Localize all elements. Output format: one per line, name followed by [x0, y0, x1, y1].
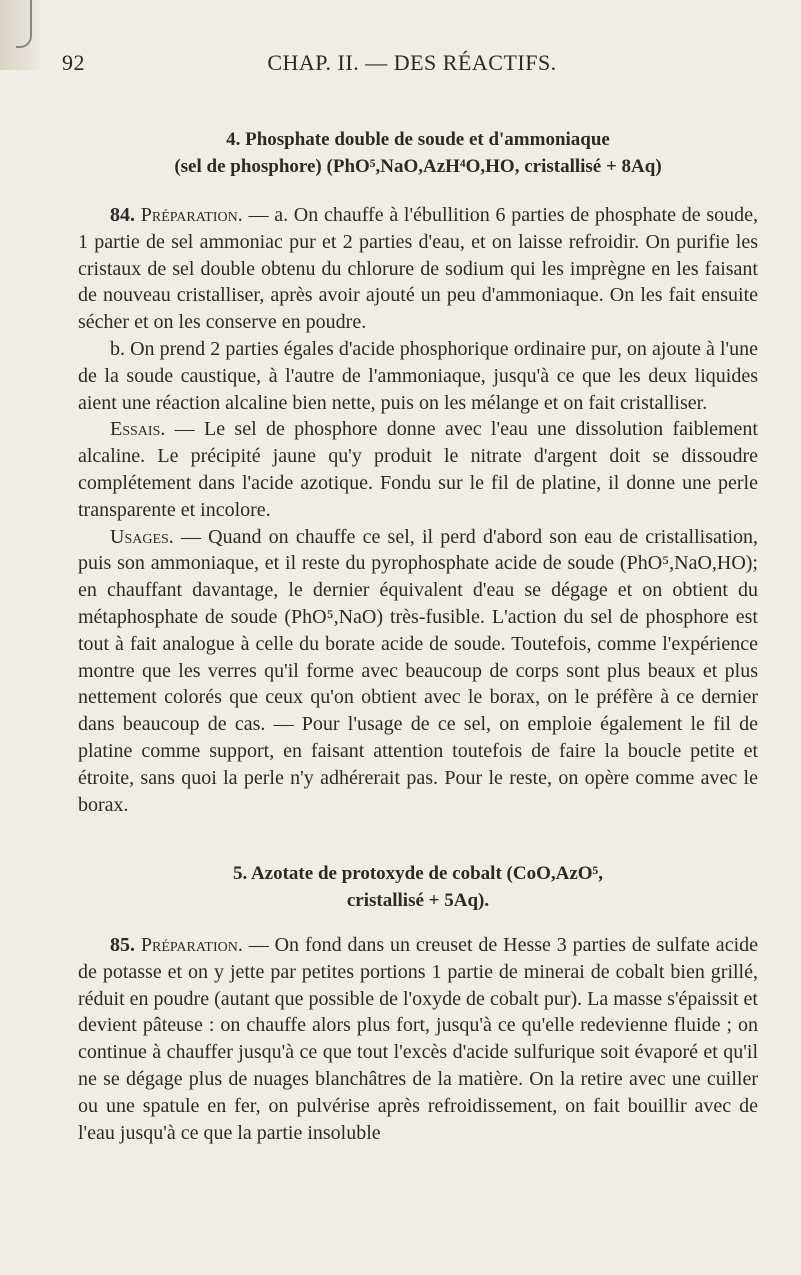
- paragraph-label: Préparation.: [140, 934, 243, 956]
- paragraph-number: 84.: [110, 204, 135, 226]
- section-4-heading-line1: 4. Phosphate double de soude et d'ammoniaque: [226, 129, 610, 150]
- paragraph-85: [78, 932, 758, 1146]
- running-title: CHAP. II. — DES RÉACTIFS.: [267, 50, 557, 75]
- section-4-heading-line2: (sel de phosphore) (PhO⁵,NaO,AzH⁴O,HO, cristallisé + 8Aq): [174, 156, 662, 177]
- paragraph-essais: [78, 416, 758, 523]
- section-4-body: [78, 202, 758, 818]
- page-curl-mark: [16, 0, 32, 48]
- paragraph-text: — Le sel de phosphore donne avec l'eau une dissolution faiblement alcaline. Le précipité jaune qu'y produit le nitrate d'argent doit se dissoudre complétement dans l'acide azotique. Fondu sur le fil de platine, il donne une perle transparente et incolore.: [78, 418, 758, 521]
- section-5-body: [78, 932, 758, 1146]
- page-header: [62, 50, 762, 84]
- section-5-heading-line2: cristallisé + 5Aq).: [346, 890, 490, 911]
- paragraph-84: [78, 202, 758, 336]
- section-4-heading: [78, 126, 758, 180]
- section-5-heading: [78, 860, 758, 914]
- page-number: 92: [62, 50, 85, 75]
- page-edge-shadow: [0, 0, 42, 70]
- paragraph-number: 85.: [110, 934, 135, 956]
- paragraph-label: Essais.: [110, 418, 166, 441]
- paragraph-label: Préparation.: [140, 204, 243, 226]
- paragraph-usages: [78, 524, 758, 819]
- paragraph-84b: b. On prend 2 parties égales d'acide phosphorique ordinaire pur, on ajoute à l'une de la soude caustique, à l'autre de l'ammoniaque, jusqu'à ce que les deux liquides aient une réaction alcaline bien nette, puis on les mélange et on fait cristalliser.: [78, 337, 758, 414]
- section-5-heading-line1: 5. Azotate de protoxyde de cobalt (CoO,AzO⁵,: [233, 863, 603, 884]
- paragraph-label: Usages.: [110, 525, 174, 548]
- paragraph-text: — Quand on chauffe ce sel, il perd d'abord son eau de cristallisation, puis son ammoniaque, et il reste du pyrophosphate acide de soude (PhO⁵,NaO,HO); en chauffant davantage, le dernier équivalent d'eau se dégage et on obtient du métaphosphate de soude (PhO⁵,NaO) très-fusible. L'action du sel de phosphore est tout à fait analogue à celle du borate acide de soude. Toutefois, comme l'expérience montre que les verres qu'il forme avec beaucoup de corps sont plus beaux et plus nettement colorés que ceux qu'on obtient avec le borax, on le préfère à ce dernier dans beaucoup de cas. — Pour l'usage de ce sel, on emploie également le fil de platine comme support, en faisant attention toutefois de faire la boucle petite et étroite, sans quoi la perle n'y adhérerait pas. Pour le reste, on opère comme avec le borax.: [78, 525, 758, 816]
- paragraph-text: — a. On chauffe à l'ébullition 6 parties de phosphate de soude, 1 partie de sel ammoniac pur et 2 parties d'eau, et on laisse refroidir. On purifie les cristaux de sel double obtenu du chlorure de sodium qui les imprègne en les faisant de nouveau cristalliser, après avoir ajouté un peu d'ammoniaque. On les fait ensuite sécher et on les conserve en poudre.: [78, 204, 759, 334]
- paragraph-text: — On fond dans un creuset de Hesse 3 parties de sulfate acide de potasse et on y jette par petites portions 1 partie de minerai de cobalt bien grillé, réduit en poudre (autant que possible de l'oxyde de cobalt pur). La masse s'épaissit et devient pâteuse : on chauffe alors plus fort, jusqu'à ce qu'elle redevienne fluide ; on continue à chauffer jusqu'à ce que tout l'excès d'acide sulfurique soit évaporé et qu'il ne se dégage plus de nuages blanchâtres de la matière. On la retire avec une cuiller ou une spatule en fer, on pulvérise après refroidissement, on fait bouillir avec de l'eau jusqu'à ce que la partie insoluble: [78, 934, 758, 1144]
